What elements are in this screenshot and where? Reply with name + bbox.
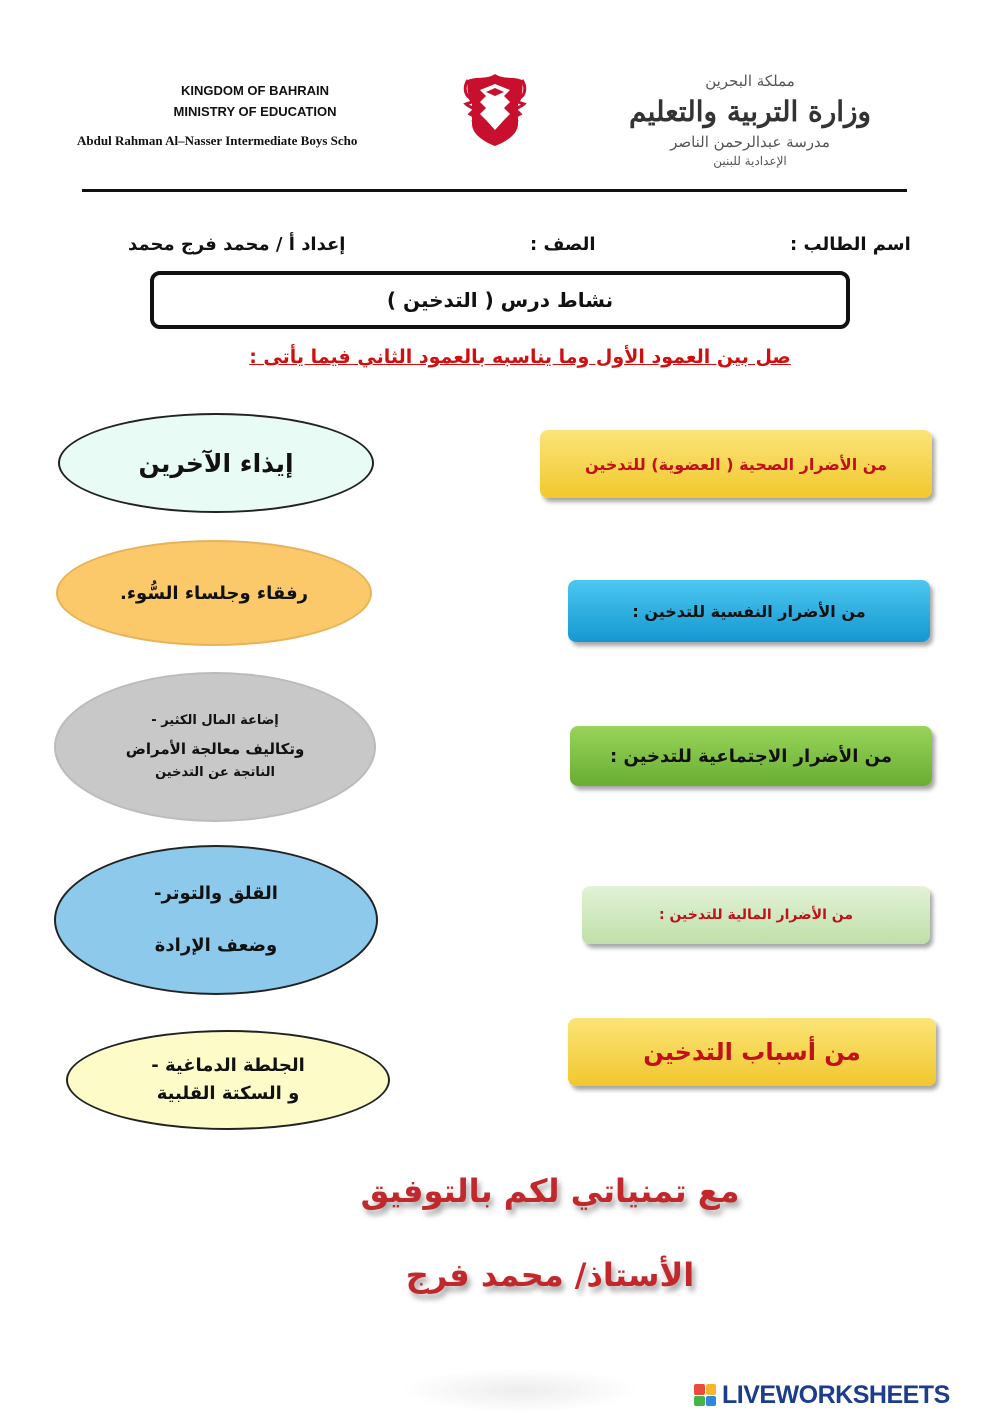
match-box-social[interactable] [570,726,932,786]
match-box-health[interactable] [540,430,932,498]
instruction-text: صل بين العمود الأول وما يناسبه بالعمود الثاني فيما يأتى : [249,346,791,368]
match-box-causes[interactable] [568,1018,936,1086]
faded-watermark [400,1368,640,1413]
teacher-signature: الأستاذ/ محمد فرج [405,1256,695,1294]
prepared-by: إعداد أ / محمد فرج محمد [128,234,346,255]
match-box-social-label: من الأضرار الاجتماعية للتدخين : [610,745,892,767]
oval-text-line-1: القلق والتوتر- [154,883,278,904]
kingdom-ar: مملكة البحرين [705,72,795,90]
oval-text-line-2: وضعف الإرادة [154,935,278,956]
kingdom-en: KINGDOM OF BAHRAIN [180,83,330,98]
oval-text-line-2: و السكتة القلبية [156,1083,300,1104]
match-box-psychological[interactable] [568,580,930,642]
header-rule [82,189,907,192]
school-level-ar: الإعدادية للبنين [713,154,787,168]
match-oval-harming-others[interactable] [58,413,374,513]
match-oval-wasting-money[interactable] [54,672,376,822]
oval-text: رفقاء وجلساء السُّوء. [120,582,308,604]
school-name-ar: مدرسة عبدالرحمن الناصر [670,133,830,151]
lesson-title: نشاط درس ( التدخين ) [150,271,850,329]
ministry-ar: وزارة التربية والتعليم [628,95,872,128]
match-oval-stroke[interactable] [66,1030,390,1130]
bahrain-emblem-icon [462,72,528,148]
match-box-financial[interactable] [582,886,930,944]
liveworksheets-text: LIVEWORKSHEETS [722,1380,950,1409]
grade-field[interactable]: الصف : [530,234,596,255]
ministry-en: MINISTRY OF EDUCATION [173,104,337,119]
oval-text: إيذاء الآخرين [138,448,294,478]
oval-text-line-1: إضاعة المال الكثير - [151,713,279,728]
match-box-financial-label: من الأضرار المالية للتدخين : [658,907,854,923]
match-box-health-label: من الأضرار الصحية ( العضوية) للتدخين [584,454,888,474]
liveworksheets-icon [694,1384,716,1406]
match-box-psychological-label: من الأضرار النفسية للتدخين : [632,601,866,621]
oval-text-line-1: الجلطة الدماغية - [151,1055,305,1076]
school-name-en: Abdul Rahman Al–Nasser Intermediate Boys Scho [77,133,358,148]
english-header [140,80,370,122]
oval-text-line-2: وتكاليف معالجة الأمراض [125,740,305,758]
closing-wishes: مع تمنياتي لكم بالتوفيق [360,1172,740,1210]
arabic-header [595,70,905,170]
oval-text-line-3: الناتجة عن التدخين [155,765,275,780]
student-name-field[interactable]: اسم الطالب : [790,234,911,255]
liveworksheets-logo[interactable] [694,1380,994,1410]
match-oval-bad-company[interactable] [56,540,372,646]
match-oval-anxiety[interactable] [54,845,378,995]
match-box-causes-label: من أسباب التدخين [643,1038,861,1066]
